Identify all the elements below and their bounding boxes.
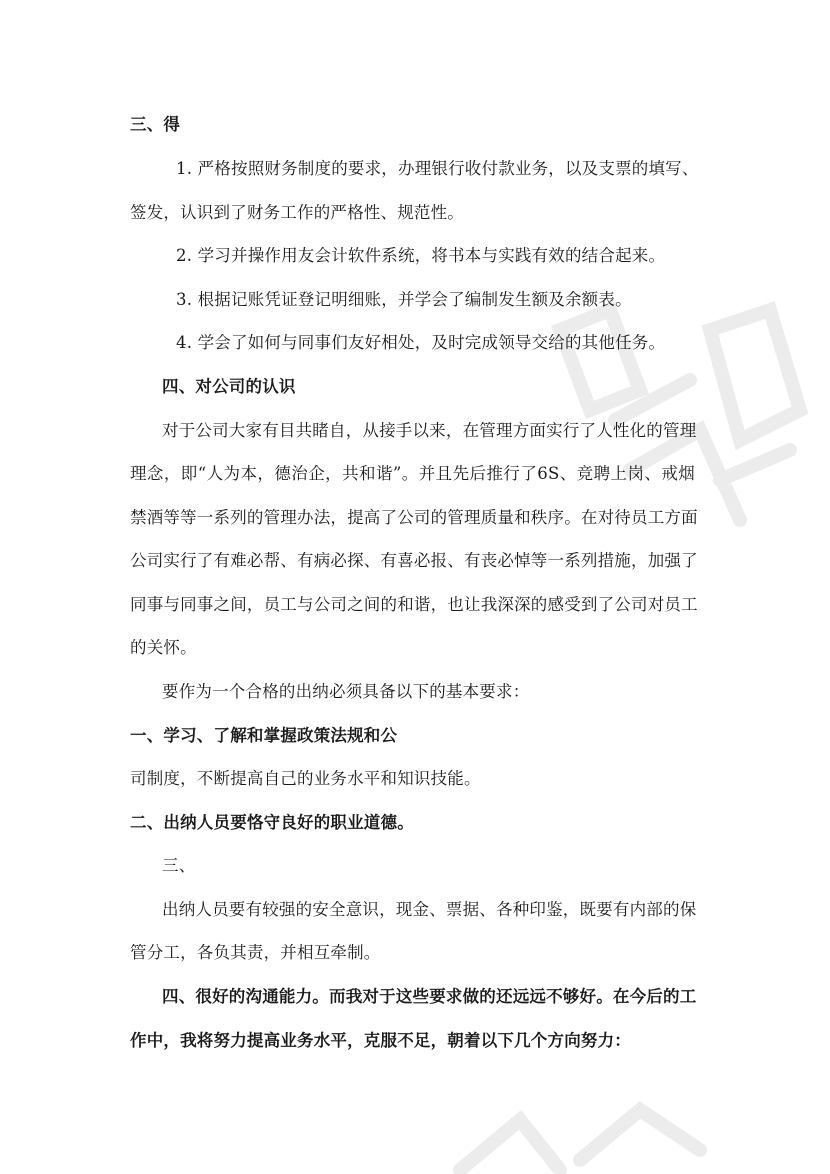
- heading-gains: 三、得: [130, 115, 181, 134]
- communication-para-line1: 四、很好的沟通能力。而我对于这些要求做的还远远不够好。在今后的工: [162, 987, 697, 1006]
- gain-item-1-line2: 签发，认识到了财务工作的严格性、规范性。: [130, 203, 464, 222]
- gain-item-3: 3. 根据记账凭证登记明细账，并学会了编制发生额及余额表。: [176, 290, 632, 309]
- requirement-3-label: 三、: [162, 856, 196, 875]
- company-para-line1: 对于公司大家有目共睹自，从接手以来，在管理方面实行了人性化的管理: [162, 421, 697, 440]
- security-para-line1: 出纳人员要有较强的安全意识，现金、票据、各种印鉴，既要有内部的保: [162, 900, 697, 919]
- requirement-2: 二、出纳人员要恪守良好的职业道德。: [130, 813, 414, 832]
- gain-item-2: 2. 学习并操作用友会计软件系统，将书本与实践有效的结合起来。: [176, 246, 666, 265]
- heading-company: 四、对公司的认识: [162, 377, 296, 396]
- requirement-1-line2: 司制度，不断提高自己的业务水平和知识技能。: [130, 769, 481, 788]
- gain-item-1-line1: 1. 严格按照财务制度的要求，办理银行收付款业务，以及支票的填写、: [176, 159, 699, 178]
- company-para-line5: 同事与同事之间，员工与公司之间的和谐，也让我深深的感受到了公司对员工: [130, 595, 698, 614]
- company-para-line3: 禁酒等等一系列的管理办法，提高了公司的管理质量和秩序。在对待员工方面: [130, 508, 698, 527]
- company-para-line6: 的关怀。: [130, 638, 197, 657]
- company-para-line4: 公司实行了有难必帮、有病必探、有喜必报、有丧必悼等一系列措施，加强了: [130, 551, 698, 570]
- watermark-graphic-bottom: [440, 1060, 740, 1174]
- requirement-1-line1: 一、学习、了解和掌握政策法规和公: [130, 726, 398, 745]
- requirements-intro: 要作为一个合格的出纳必须具备以下的基本要求：: [162, 682, 530, 701]
- company-para-line2: 理念，即“人为本，德治企，共和谐”。并且先后推行了6S、竞聘上岗、戒烟: [130, 464, 695, 483]
- security-para-line2: 管分工，各负其责，并相互牵制。: [130, 943, 381, 962]
- gain-item-4: 4. 学会了如何与同事们友好相处，及时完成领导交给的其他任务。: [176, 333, 666, 352]
- communication-para-line2: 作中，我将努力提高业务水平，克服不足，朝着以下几个方向努力：: [130, 1031, 631, 1050]
